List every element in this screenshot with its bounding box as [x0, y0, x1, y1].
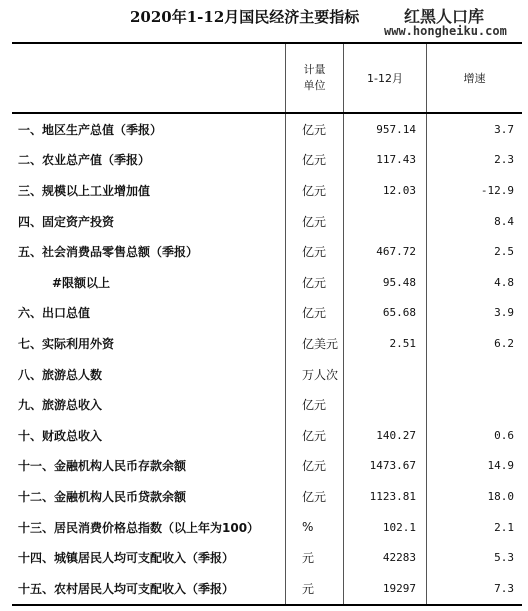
indicator-name: 十一、金融机构人民币存款余额: [18, 459, 187, 474]
table-row: [12, 573, 522, 605]
indicator-name: 十二、金融机构人民币贷款余额: [18, 489, 187, 504]
indicator-unit: 亿元: [286, 481, 344, 512]
indicator-unit: 元: [286, 573, 344, 605]
table-row: [12, 267, 522, 298]
indicator-name: 十三、居民消费价格总指数（以上年为100）: [18, 520, 260, 535]
table-row: [12, 542, 522, 573]
indicator-growth: [427, 359, 523, 390]
indicator-name: 十、财政总收入: [18, 428, 103, 443]
indicator-unit: 亿元: [286, 420, 344, 451]
indicator-value: 117.43: [344, 145, 427, 176]
indicator-growth: 3.7: [427, 113, 523, 145]
indicator-growth: 2.1: [427, 512, 523, 543]
table-row: [12, 113, 522, 145]
indicator-value: 1473.67: [344, 451, 427, 482]
table-row: [12, 236, 522, 267]
title-bar: [0, 4, 528, 38]
indicator-growth: -12.9: [427, 175, 523, 206]
indicator-unit: 亿美元: [286, 328, 344, 359]
indicator-value: 1123.81: [344, 481, 427, 512]
indicator-unit: 亿元: [286, 236, 344, 267]
indicator-value: [344, 206, 427, 237]
header-unit-line2: 单位: [303, 79, 326, 92]
indicator-growth: 2.5: [427, 236, 523, 267]
table-row: [12, 451, 522, 482]
indicator-name: 九、旅游总收入: [18, 398, 103, 413]
watermark-name: 红黑人口库: [404, 7, 485, 26]
header-unit-line1: 计量: [303, 63, 326, 76]
indicator-value: 19297: [344, 573, 427, 605]
indicator-growth: 18.0: [427, 481, 523, 512]
header-growth-cell: 增速: [427, 43, 523, 113]
header-unit-cell: [286, 43, 344, 113]
table-row: [12, 206, 522, 237]
indicator-value: 95.48: [344, 267, 427, 298]
indicator-unit: 亿元: [286, 175, 344, 206]
indicator-name: 五、社会消费品零售总额（季报）: [18, 245, 199, 260]
page-title: 2020年1-12月国民经济主要指标: [130, 8, 360, 26]
indicator-name: #限额以上: [52, 275, 111, 290]
indicator-value: 2.51: [344, 328, 427, 359]
indicator-value: 42283: [344, 542, 427, 573]
indicator-growth: 7.3: [427, 573, 523, 605]
indicator-value: [344, 359, 427, 390]
indicator-value: 12.03: [344, 175, 427, 206]
indicator-name: 二、农业总产值（季报）: [18, 153, 151, 168]
table-row: [12, 359, 522, 390]
table-row: [12, 145, 522, 176]
watermark-url: www.hongheiku.com: [384, 24, 507, 38]
indicator-value: [344, 389, 427, 420]
indicator-unit: 亿元: [286, 389, 344, 420]
table-row: [12, 481, 522, 512]
table-row: [12, 389, 522, 420]
table-header-row: [12, 43, 522, 113]
indicator-unit: %: [286, 512, 344, 543]
indicator-name: 六、出口总值: [18, 306, 91, 321]
indicator-unit: 万人次: [286, 359, 344, 390]
indicator-unit: 元: [286, 542, 344, 573]
indicator-unit: 亿元: [286, 298, 344, 329]
indicator-value: 65.68: [344, 298, 427, 329]
indicator-name: 十四、城镇居民人均可支配收入（季报）: [18, 551, 235, 566]
indicator-growth: 0.6: [427, 420, 523, 451]
indicator-name: 十五、农村居民人均可支配收入（季报）: [12, 573, 286, 605]
indicator-value: 957.14: [344, 113, 427, 145]
indicator-name: 八、旅游总人数: [18, 367, 103, 382]
indicator-unit: 亿元: [286, 113, 344, 145]
header-period-cell: 1-12月: [344, 43, 427, 113]
indicator-growth: 5.3: [427, 542, 523, 573]
indicator-name: 一、地区生产总值（季报）: [18, 122, 163, 137]
indicator-unit: 亿元: [286, 267, 344, 298]
indicator-growth: 14.9: [427, 451, 523, 482]
indicator-growth: 2.3: [427, 145, 523, 176]
indicator-value: 467.72: [344, 236, 427, 267]
indicator-name: 三、规模以上工业增加值: [18, 183, 151, 198]
indicator-value: 140.27: [344, 420, 427, 451]
indicator-value: 102.1: [344, 512, 427, 543]
table-row: [12, 175, 522, 206]
indicator-name: 四、固定资产投资: [18, 214, 115, 229]
indicator-growth: 6.2: [427, 328, 523, 359]
table-row: [12, 298, 522, 329]
table-row: [12, 328, 522, 359]
indicator-growth: 8.4: [427, 206, 523, 237]
indicator-growth: 4.8: [427, 267, 523, 298]
indicator-unit: 亿元: [286, 206, 344, 237]
table-row: [12, 512, 522, 543]
indicator-growth: [427, 389, 523, 420]
table-row: [12, 420, 522, 451]
indicator-table: [12, 42, 522, 606]
indicator-name: 七、实际利用外资: [18, 336, 115, 351]
indicator-growth: 3.9: [427, 298, 523, 329]
header-name-cell: [12, 43, 286, 113]
indicator-unit: 亿元: [286, 451, 344, 482]
indicator-unit: 亿元: [286, 145, 344, 176]
